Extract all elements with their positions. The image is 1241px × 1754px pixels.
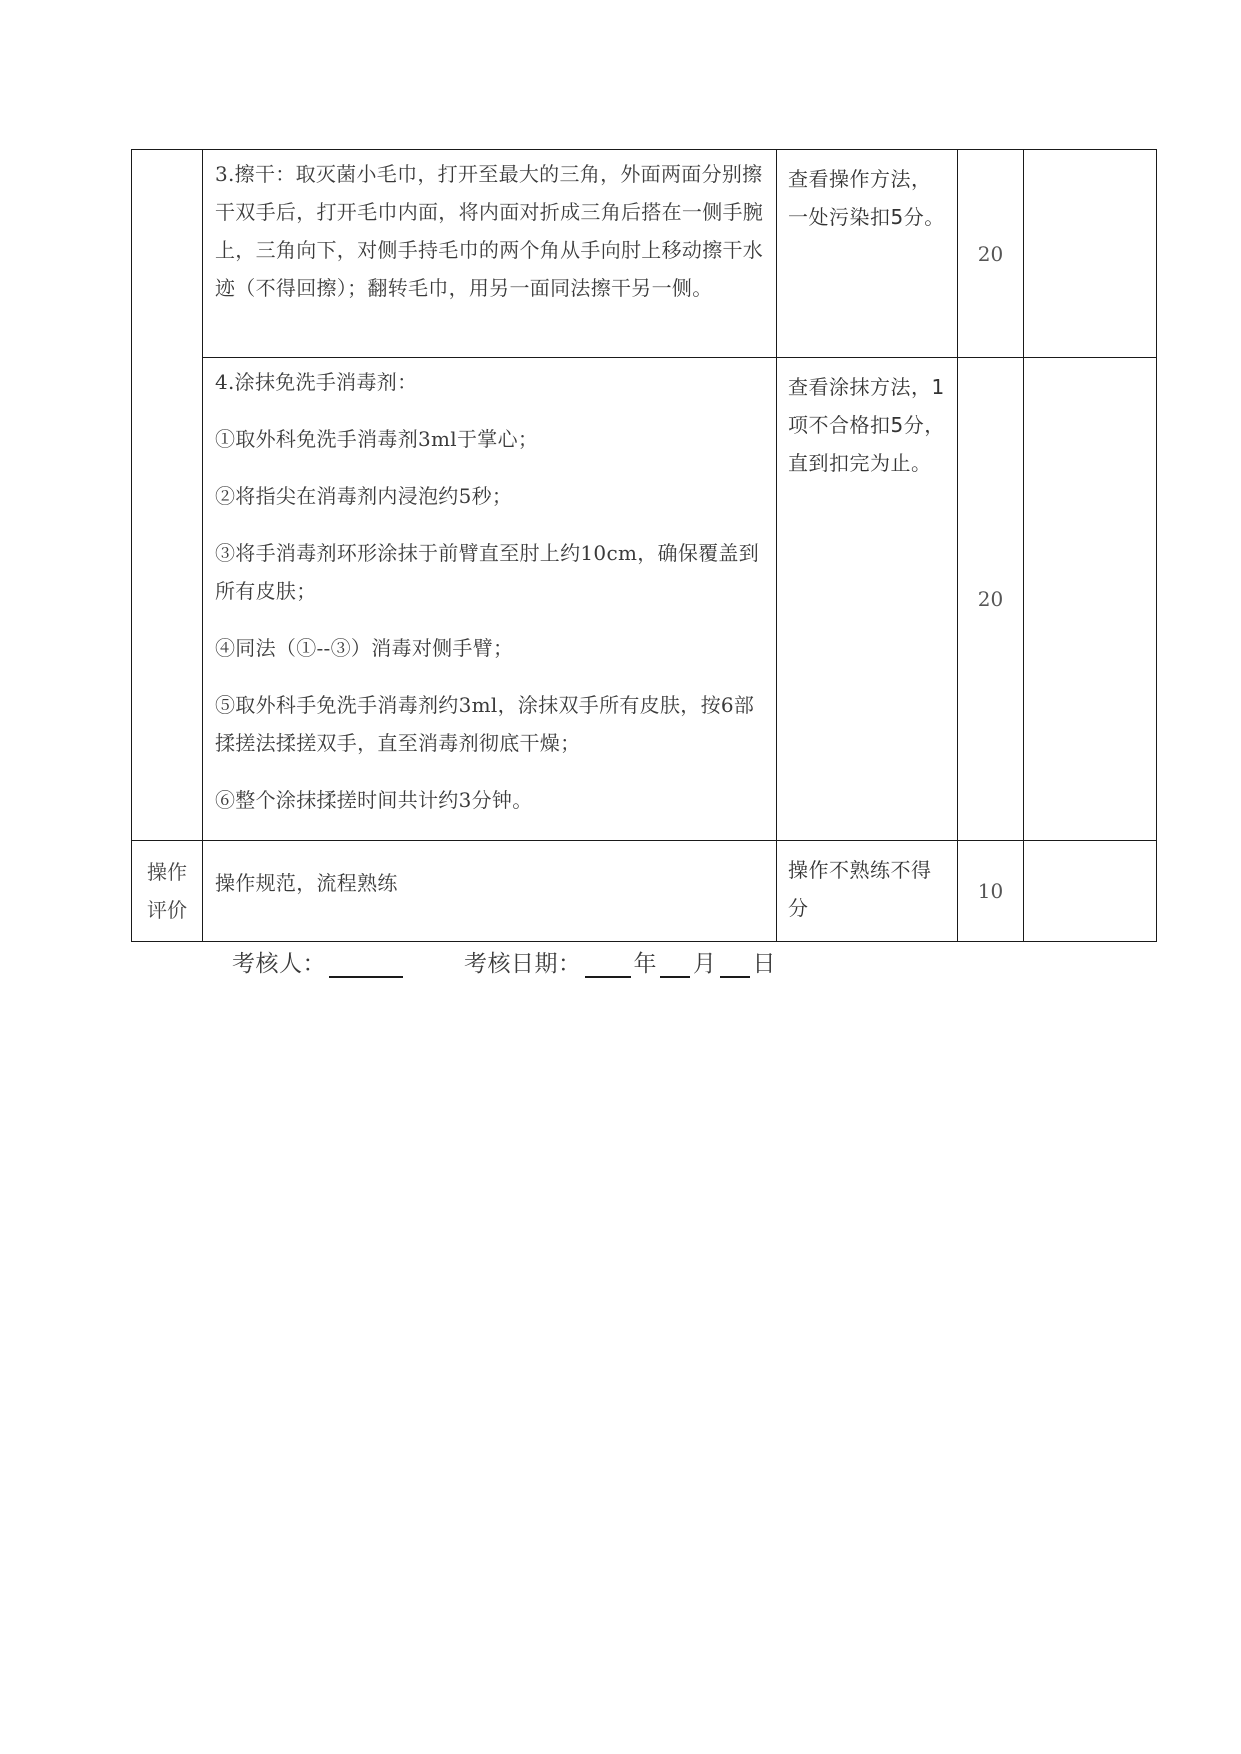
content-paragraph: 操作规范，流程熟练	[215, 871, 398, 895]
date-label: 考核日期：	[464, 951, 582, 977]
category-cell: 操作评价	[132, 841, 203, 942]
operation-content-cell	[203, 358, 777, 841]
month-blank[interactable]	[660, 950, 690, 978]
year-label: 年	[633, 951, 657, 977]
content-paragraph: ③将手消毒剂环形涂抹于前臂直至肘上约10cm，确保覆盖到所有皮肤；	[215, 541, 760, 603]
content-paragraph: ①取外科免洗手消毒剂3ml于掌心；	[215, 427, 539, 451]
examiner-blank[interactable]	[329, 950, 403, 978]
result-cell	[1024, 150, 1157, 358]
content-paragraph: ⑤取外科手免洗手消毒剂约3ml，涂抹双手所有皮肤，按6部揉搓法揉搓双手，直至消毒剂彻底干燥；	[215, 693, 755, 755]
assessment-sheet	[131, 149, 1156, 942]
score-value-cell: 20	[958, 358, 1024, 841]
content-paragraph: 4.涂抹免洗手消毒剂：	[215, 370, 418, 394]
signature-footer	[232, 945, 776, 978]
score-value-cell: 10	[958, 841, 1024, 942]
day-blank[interactable]	[720, 950, 750, 978]
assessment-table	[131, 149, 1157, 942]
table-row	[132, 358, 1157, 841]
content-paragraph: ⑥整个涂抹揉搓时间共计约3分钟。	[215, 788, 533, 812]
operation-content-cell	[203, 841, 777, 942]
scoring-method-cell: 查看涂抹方法，1项不合格扣5分，直到扣完为止。	[777, 358, 958, 841]
month-label: 月	[693, 951, 717, 977]
content-paragraph: ④同法（①--③）消毒对侧手臂；	[215, 636, 514, 660]
result-cell	[1024, 358, 1157, 841]
scoring-method-cell: 操作不熟练不得分	[777, 841, 958, 942]
score-value-cell: 20	[958, 150, 1024, 358]
day-label: 日	[752, 951, 776, 977]
operation-content-cell	[203, 150, 777, 358]
content-paragraph: ②将指尖在消毒剂内浸泡约5秒；	[215, 484, 513, 508]
content-paragraph: 3.擦干：取灭菌小毛巾，打开至最大的三角，外面两面分别擦干双手后，打开毛巾内面，将内面对折成三角后搭在一侧手腕上，三角向下，对侧手持毛巾的两个角从手向肘上移动擦干水迹（不得回擦）；翻转毛巾，用另一面同法擦干另一侧。	[215, 162, 764, 300]
scoring-method-cell: 查看操作方法，一处污染扣5分。	[777, 150, 958, 358]
year-blank[interactable]	[585, 950, 631, 978]
category-cell	[132, 150, 203, 841]
result-cell	[1024, 841, 1157, 942]
examiner-label: 考核人：	[232, 951, 326, 977]
table-row	[132, 150, 1157, 358]
table-row	[132, 841, 1157, 942]
